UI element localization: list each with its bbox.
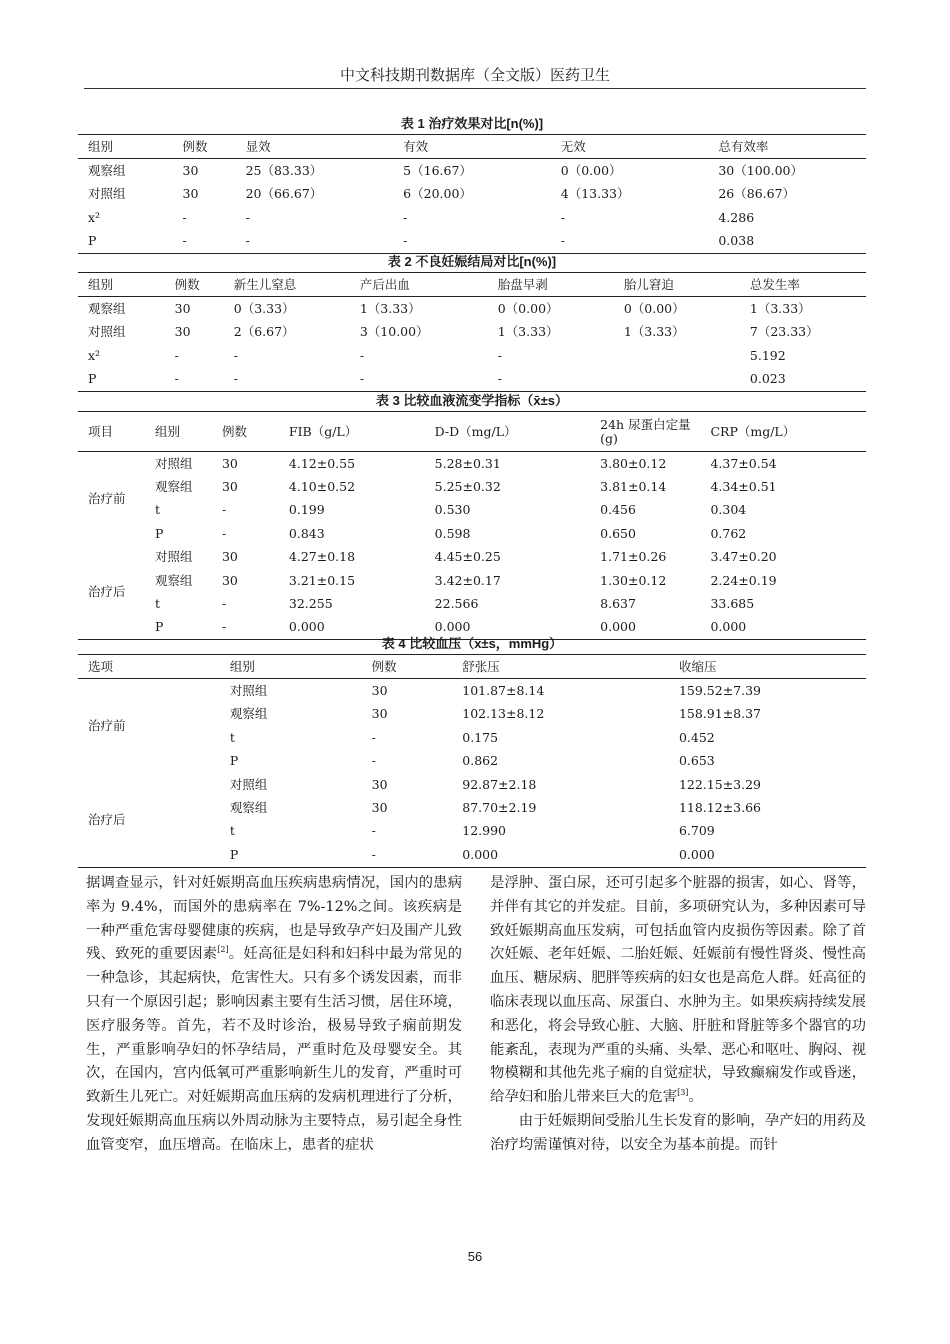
table-cell: 对照组 <box>154 455 193 471</box>
table-cell: - <box>182 233 187 249</box>
table-cell: P <box>154 525 164 541</box>
table-row <box>78 344 866 367</box>
table-row <box>78 321 866 344</box>
header-cell: 新生儿窒息 <box>233 276 297 292</box>
header-cell: 24h 尿蛋白定量(g) <box>600 416 691 446</box>
table-cell: 0.000 <box>710 619 747 635</box>
table-cell: 3.42±0.17 <box>434 572 501 588</box>
header-cell: 有效 <box>403 138 429 154</box>
table-cell: 20（66.67） <box>245 186 323 202</box>
table-cell: - <box>221 619 227 635</box>
table-cell: 4.10±0.52 <box>288 479 356 495</box>
table-4 <box>78 654 866 868</box>
table-cell: 102.13±8.12 <box>462 706 545 722</box>
header-cell: 组别 <box>154 423 180 439</box>
table-cell: P <box>229 846 239 862</box>
table-cell: 2（6.67） <box>233 324 295 340</box>
header-cell: 显效 <box>245 138 271 154</box>
table-cell: 0.038 <box>718 233 755 249</box>
table-cell: 26（86.67） <box>718 186 796 202</box>
table-cell: 观察组 <box>88 301 126 317</box>
header-cell: 胎盘早剥 <box>497 276 548 292</box>
table-cell: - <box>403 209 408 225</box>
table-cell: - <box>221 596 227 612</box>
table-row <box>78 183 866 206</box>
group-label: 治疗后 <box>88 811 126 827</box>
body-column-left <box>86 872 462 1158</box>
table-cell: 0.452 <box>678 729 715 745</box>
table-row <box>78 569 866 592</box>
header-cell: 舒张压 <box>462 658 500 674</box>
table-cell: 4（13.33） <box>560 186 630 202</box>
table-cell: 30 <box>371 683 388 699</box>
table-cell: 观察组 <box>154 572 193 588</box>
table-cell: 30 <box>182 163 199 179</box>
journal-header: 中文科技期刊数据库（全文版）医药卫生 <box>84 64 866 89</box>
body-column-right <box>490 872 866 1158</box>
table-cell: 1.30±0.12 <box>600 572 667 588</box>
table-cell: 0（0.00） <box>497 301 559 317</box>
table-cell: 30 <box>221 549 238 565</box>
table-4-title: 表 4 比较血压（x̄±s，mmHg） <box>381 636 563 651</box>
table-cell: 92.87±2.18 <box>462 776 537 792</box>
table-3-title: 表 3 比较血液流变学指标（x̄±s） <box>375 393 569 408</box>
table-cell: 4.45±0.25 <box>434 549 501 565</box>
table-header-row <box>78 412 866 452</box>
table-cell: 30 <box>221 572 238 588</box>
table-cell: 4.27±0.18 <box>288 549 356 565</box>
header-cell: FIB（g/L） <box>288 423 358 439</box>
table-cell: 1.71±0.26 <box>600 549 667 565</box>
table-cell: 30 <box>174 301 191 317</box>
table-cell: 2.24±0.19 <box>710 572 777 588</box>
table-cell: P <box>229 753 239 769</box>
table-cell: - <box>560 233 565 249</box>
table-cell: 101.87±8.14 <box>462 683 545 699</box>
table-cell: 3.81±0.14 <box>600 479 667 495</box>
table-cell: 3（10.00） <box>359 324 429 340</box>
table-cell: - <box>359 347 365 363</box>
table-cell: 8.637 <box>600 596 636 612</box>
table-cell: 7（23.33） <box>749 324 819 340</box>
table-cell: 30 <box>221 455 238 471</box>
table-cell: 0.023 <box>749 371 786 387</box>
table-cell: 22.566 <box>434 596 479 612</box>
table-row <box>78 499 866 522</box>
table-cell: 0.653 <box>678 753 715 769</box>
table-cell: 5.28±0.31 <box>434 455 501 471</box>
table-row <box>78 773 866 796</box>
table-cell: 0.000 <box>600 619 636 635</box>
header-cell: 收缩压 <box>678 658 717 674</box>
table-cell: 0.000 <box>678 846 715 862</box>
table-cell: 32.255 <box>288 596 333 612</box>
table-cell: 30 <box>182 186 199 202</box>
header-cell: 组别 <box>229 658 255 674</box>
table-cell: 30 <box>371 706 388 722</box>
table-row <box>78 475 866 498</box>
header-cell: CRP（mg/L） <box>710 423 796 439</box>
table-cell: - <box>497 371 502 387</box>
table-cell: 5.192 <box>749 347 786 363</box>
header-cell: 例数 <box>174 276 200 292</box>
table-cell: t <box>229 729 235 745</box>
table-cell: 0（3.33） <box>233 301 295 317</box>
table-cell: 87.70±2.19 <box>462 800 537 816</box>
table-cell: P <box>88 371 97 387</box>
table-cell: 0.000 <box>434 619 471 635</box>
header-cell: 胎儿窘迫 <box>623 276 674 292</box>
group-label: 治疗前 <box>88 718 126 734</box>
table-cell <box>614 368 740 392</box>
table-cell: 0.843 <box>288 525 325 541</box>
table-cell: 0.199 <box>288 502 325 518</box>
table-cell: 4.12±0.55 <box>288 455 356 471</box>
table-cell: 33.685 <box>710 596 755 612</box>
table-row <box>78 159 866 183</box>
citation-ref: [2] <box>217 945 229 955</box>
table-cell: 观察组 <box>154 479 193 495</box>
table-cell: - <box>497 347 502 363</box>
table-cell: - <box>560 209 565 225</box>
table-cell: 30 <box>371 776 388 792</box>
body-paragraph <box>490 872 866 1110</box>
table-cell: 158.91±8.37 <box>678 706 761 722</box>
table-cell: 0.862 <box>462 753 499 769</box>
table-row <box>78 368 866 392</box>
table-1-title: 表 1 治疗效果对比[n(%)] <box>400 116 544 131</box>
table-cell: 观察组 <box>88 163 126 179</box>
body-paragraph: 由于妊娠期间受胎儿生长发育的影响，孕产妇的用药及治疗均需谨慎对待，以安全为基本前提。而针 <box>490 1112 866 1153</box>
group-label: 治疗前 <box>88 490 126 506</box>
table-row <box>78 679 866 703</box>
table-1-block <box>78 114 866 254</box>
table-row <box>78 592 866 615</box>
header-cell: 总发生率 <box>749 276 800 292</box>
table-1 <box>78 134 866 254</box>
table-2-block <box>78 252 866 392</box>
table-cell: 0（0.00） <box>560 163 622 179</box>
table-cell: 1（3.33） <box>497 324 559 340</box>
table-cell: 0.000 <box>462 846 499 862</box>
table-cell: 5.25±0.32 <box>434 479 501 495</box>
header-cell: 例数 <box>371 658 397 674</box>
table-cell: 4.37±0.54 <box>710 455 777 471</box>
table-row <box>78 230 866 254</box>
table-cell: 6.709 <box>678 823 715 839</box>
header-cell: 例数 <box>221 423 247 439</box>
table-cell: - <box>174 371 179 387</box>
table-cell: - <box>359 371 365 387</box>
table-cell: 0.598 <box>434 525 471 541</box>
header-cell: 项目 <box>88 423 114 439</box>
table-cell: 0.304 <box>710 502 747 518</box>
table-cell: t <box>154 596 160 612</box>
table-cell: - <box>174 347 179 363</box>
table-cell: - <box>233 371 238 387</box>
body-text-run: 据调查显示，针对妊娠期高血压疾病患病情况，国内的患病率为 9.4%，而国外的患病率在 7%-12%之间。该疾病是一种严重危害母婴健康的疾病，也是导致孕产妇及围产儿致残、致死的重要因素 <box>86 875 462 963</box>
table-cell: 12.990 <box>462 823 507 839</box>
table-2 <box>78 272 866 392</box>
table-cell: - <box>371 753 376 769</box>
table-cell: - <box>245 209 250 225</box>
table-cell: 观察组 <box>229 800 268 816</box>
header-cell: 产后出血 <box>359 276 410 292</box>
table-row <box>78 206 866 229</box>
table-cell: 观察组 <box>229 706 268 722</box>
table-cell: 6（20.00） <box>403 186 472 202</box>
table-cell: 0.530 <box>434 502 471 518</box>
body-paragraph <box>86 872 462 1158</box>
table-cell: 3.21±0.15 <box>288 572 356 588</box>
table-cell: 122.15±3.29 <box>678 776 761 792</box>
header-cell: 例数 <box>182 138 208 154</box>
table-cell: 3.47±0.20 <box>710 549 777 565</box>
table-cell: 1（3.33） <box>359 301 421 317</box>
table-cell: 1（3.33） <box>623 324 685 340</box>
table-cell: 对照组 <box>88 186 126 202</box>
table-2-title: 表 2 不良妊娠结局对比[n(%)] <box>387 254 557 269</box>
body-text-run: 是浮肿、蛋白尿，还可引起多个脏器的损害，如心、肾等，并伴有其它的并发症。目前，多项研究认为，多种因素可导致妊娠期高血压发病，可包括血管内皮损伤等因素。除了首次妊娠、老年妊娠、二胎妊娠、妊娠前有慢性肾炎、慢性高血压、糖尿病、肥胖等疾病的妇女也是高危人群。妊高征的临床表现以血压高、尿蛋白、水肿为主。如果疾病持续发展和恶化，将会导致心脏、大脑、肝脏和肾脏等多个器官的功能紊乱，表现为严重的头痛、头晕、恶心和呕吐、胸闷、视物模糊和其他先兆子痫的自觉症状，导致癫痫发作或昏迷，给孕妇和胎儿带来巨大的危害 <box>490 875 866 1106</box>
body-text-run: 。 <box>688 1089 703 1106</box>
table-cell: 对照组 <box>88 324 126 340</box>
group-label: 治疗后 <box>88 584 126 600</box>
table-cell: 159.52±7.39 <box>678 683 761 699</box>
table-3-block <box>78 391 866 640</box>
table-row <box>78 452 866 476</box>
table-cell: 25（83.33） <box>245 163 323 179</box>
table-cell: 4.34±0.51 <box>710 479 777 495</box>
table-cell: - <box>403 233 408 249</box>
table-cell: - <box>221 502 227 518</box>
table-cell: 0.175 <box>462 729 499 745</box>
header-cell: D-D（mg/L） <box>434 423 517 439</box>
header-cell: 无效 <box>560 138 586 154</box>
table-cell: - <box>371 846 376 862</box>
table-header-row <box>78 135 866 159</box>
table-cell: - <box>182 209 187 225</box>
table-cell: - <box>371 729 376 745</box>
header-cell: 组别 <box>88 276 114 292</box>
table-cell: - <box>233 347 238 363</box>
table-cell: 0.000 <box>288 619 325 635</box>
table-cell: 0.650 <box>600 525 636 541</box>
table-cell: x² <box>88 347 101 363</box>
table-row <box>78 522 866 545</box>
table-cell: 5（16.67） <box>403 163 472 179</box>
table-cell: 118.12±3.66 <box>678 800 761 816</box>
table-cell: 对照组 <box>229 776 268 792</box>
table-row <box>78 546 866 569</box>
table-row <box>78 297 866 321</box>
header-cell: 组别 <box>88 138 114 154</box>
header-cell: 选项 <box>88 658 114 674</box>
table-cell: 对照组 <box>154 549 193 565</box>
citation-ref: [3] <box>677 1088 689 1098</box>
header-cell: 总有效率 <box>718 138 769 154</box>
body-text-run: 。妊高征是妇科和妇科中最为常见的一种急诊，其起病快，危害性大。只有多个诱发因素，而非只有一个原因引起；影响因素主要有生活习惯，居住环境，医疗服务等。首先，若不及时诊治，极易导致子痫前期发生，严重影响孕妇的怀孕结局，严重时危及母婴安全。其次，在国内，宫内低氧可严重影响新生儿的发育，严重时可致新生儿死亡。对妊娠期高血压病的发病机理进行了分析，发现妊娠期高血压病以外周动脉为主要特点，易引起全身性血管变窄，血压增高。在临床上，患者的症状 <box>86 946 462 1153</box>
table-cell: - <box>245 233 250 249</box>
table-cell: 对照组 <box>229 683 268 699</box>
table-header-row <box>78 655 866 679</box>
table-cell <box>614 344 740 367</box>
table-cell: 3.80±0.12 <box>600 455 667 471</box>
table-cell: 0（0.00） <box>623 301 685 317</box>
table-cell: 30（100.00） <box>718 163 804 179</box>
table-cell: 30 <box>174 324 191 340</box>
table-cell: t <box>154 502 160 518</box>
table-header-row <box>78 273 866 297</box>
table-cell: 4.286 <box>718 209 755 225</box>
table-cell: - <box>221 525 227 541</box>
table-cell: P <box>154 619 164 635</box>
table-cell: t <box>229 823 235 839</box>
table-cell: x² <box>88 209 101 225</box>
page-number: 56 <box>467 1249 483 1264</box>
table-cell: 1（3.33） <box>749 301 811 317</box>
table-cell: 0.762 <box>710 525 747 541</box>
table-4-block <box>78 634 866 868</box>
table-cell: - <box>371 823 376 839</box>
table-cell: 30 <box>371 800 388 816</box>
table-cell: P <box>88 233 97 249</box>
table-cell: 0.456 <box>600 502 636 518</box>
table-3 <box>78 411 866 640</box>
table-cell: 30 <box>221 479 238 495</box>
